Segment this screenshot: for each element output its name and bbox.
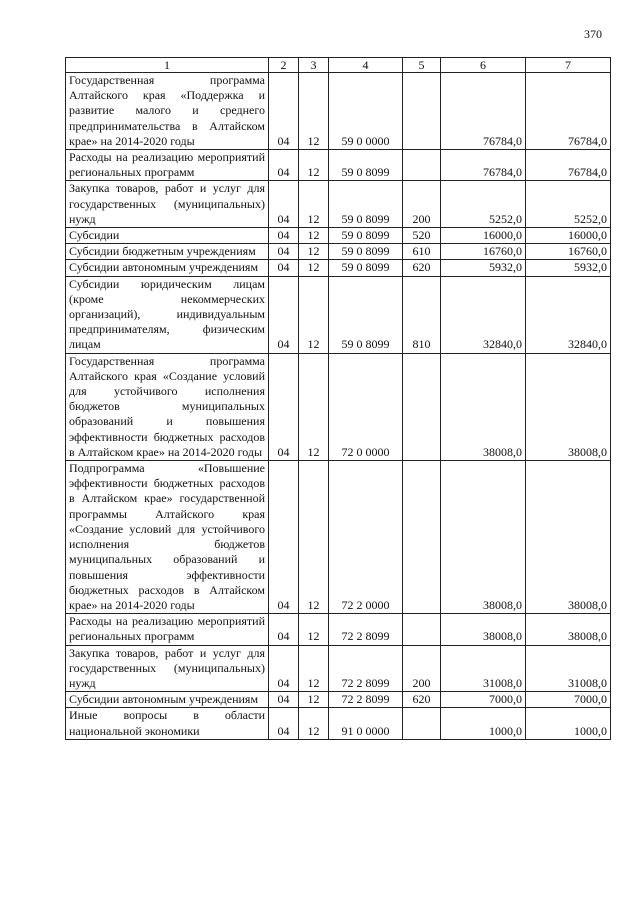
amount-2016: 76784,0 (526, 150, 611, 181)
target-article-code: 72 2 8099 (329, 645, 403, 692)
section-code: 04 (269, 73, 299, 150)
budget-table (65, 57, 611, 740)
section-code: 04 (269, 461, 299, 614)
expense-type-code: 810 (403, 276, 441, 353)
column-header: 6 (441, 58, 526, 73)
amount-2015: 31008,0 (441, 645, 526, 692)
table-row (66, 645, 611, 692)
table-row (66, 353, 611, 460)
expense-type-code (403, 150, 441, 181)
target-article-code: 59 0 8099 (329, 276, 403, 353)
section-code: 04 (269, 260, 299, 276)
expense-type-code: 200 (403, 181, 441, 228)
item-name: Государственная программа Алтайского края «Создание условий для устойчивого исполнения бюджетов муниципальных образований и повышения эффективности бюджетных расходов в Алтайском крае» на 2014-2020 годы (66, 353, 269, 460)
item-name: Субсидии бюджетным учреждениям (66, 244, 269, 260)
section-code: 04 (269, 353, 299, 460)
table-row (66, 181, 611, 228)
section-code: 04 (269, 692, 299, 708)
table-row (66, 692, 611, 708)
subsection-code: 12 (299, 708, 329, 739)
amount-2016: 5932,0 (526, 260, 611, 276)
section-code: 04 (269, 244, 299, 260)
column-header: 2 (269, 58, 299, 73)
table-row (66, 614, 611, 645)
target-article-code: 59 0 8099 (329, 228, 403, 244)
subsection-code: 12 (299, 260, 329, 276)
table-row (66, 228, 611, 244)
subsection-code: 12 (299, 150, 329, 181)
subsection-code: 12 (299, 614, 329, 645)
amount-2016: 5252,0 (526, 181, 611, 228)
amount-2016: 16760,0 (526, 244, 611, 260)
item-name: Закупка товаров, работ и услуг для государственных (муниципальных) нужд (66, 645, 269, 692)
table-row (66, 244, 611, 260)
table-row (66, 461, 611, 614)
amount-2015: 76784,0 (441, 73, 526, 150)
amount-2015: 5932,0 (441, 260, 526, 276)
expense-type-code: 200 (403, 645, 441, 692)
amount-2015: 76784,0 (441, 150, 526, 181)
subsection-code: 12 (299, 461, 329, 614)
page-number: 370 (584, 27, 602, 41)
expense-type-code: 620 (403, 260, 441, 276)
expense-type-code: 620 (403, 692, 441, 708)
item-name: Расходы на реализацию мероприятий региональных программ (66, 150, 269, 181)
target-article-code: 59 0 0000 (329, 73, 403, 150)
section-code: 04 (269, 150, 299, 181)
subsection-code: 12 (299, 244, 329, 260)
column-header: 3 (299, 58, 329, 73)
column-header: 5 (403, 58, 441, 73)
table-row (66, 260, 611, 276)
target-article-code: 72 2 8099 (329, 614, 403, 645)
section-code: 04 (269, 181, 299, 228)
amount-2016: 32840,0 (526, 276, 611, 353)
section-code: 04 (269, 645, 299, 692)
subsection-code: 12 (299, 276, 329, 353)
subsection-code: 12 (299, 692, 329, 708)
amount-2016: 7000,0 (526, 692, 611, 708)
amount-2015: 7000,0 (441, 692, 526, 708)
amount-2015: 16760,0 (441, 244, 526, 260)
target-article-code: 59 0 8099 (329, 260, 403, 276)
amount-2016: 38008,0 (526, 353, 611, 460)
amount-2016: 16000,0 (526, 228, 611, 244)
subsection-code: 12 (299, 645, 329, 692)
item-name: Иные вопросы в области национальной экономики (66, 708, 269, 739)
amount-2015: 38008,0 (441, 461, 526, 614)
expense-type-code (403, 73, 441, 150)
section-code: 04 (269, 708, 299, 739)
table-row (66, 708, 611, 739)
amount-2016: 38008,0 (526, 461, 611, 614)
amount-2015: 1000,0 (441, 708, 526, 739)
item-name: Закупка товаров, работ и услуг для государственных (муниципальных) нужд (66, 181, 269, 228)
expense-type-code: 520 (403, 228, 441, 244)
table-row (66, 150, 611, 181)
column-header: 1 (66, 58, 269, 73)
amount-2016: 38008,0 (526, 614, 611, 645)
item-name: Субсидии юридическим лицам (кроме некоммерческих организаций), индивидуальным предпринимателям, физическим лицам (66, 276, 269, 353)
subsection-code: 12 (299, 228, 329, 244)
expense-type-code (403, 708, 441, 739)
target-article-code: 59 0 8099 (329, 244, 403, 260)
amount-2016: 1000,0 (526, 708, 611, 739)
item-name: Субсидии автономным учреждениям (66, 692, 269, 708)
column-header: 4 (329, 58, 403, 73)
item-name: Субсидии (66, 228, 269, 244)
target-article-code: 59 0 8099 (329, 181, 403, 228)
section-code: 04 (269, 276, 299, 353)
section-code: 04 (269, 228, 299, 244)
amount-2015: 38008,0 (441, 353, 526, 460)
amount-2015: 38008,0 (441, 614, 526, 645)
expense-type-code (403, 614, 441, 645)
target-article-code: 59 0 8099 (329, 150, 403, 181)
amount-2015: 32840,0 (441, 276, 526, 353)
table-row (66, 73, 611, 150)
expense-type-code (403, 461, 441, 614)
amount-2016: 76784,0 (526, 73, 611, 150)
subsection-code: 12 (299, 181, 329, 228)
item-name: Подпрограмма «Повышение эффективности бюджетных расходов в Алтайском крае» государственной программы Алтайского края «Создание условий для устойчивого исполнения бюджетов муниципальных образований и повышения эффективности бюджетных расходов в Алтайском крае» на 2014-2020 годы (66, 461, 269, 614)
item-name: Расходы на реализацию мероприятий региональных программ (66, 614, 269, 645)
target-article-code: 72 2 8099 (329, 692, 403, 708)
subsection-code: 12 (299, 73, 329, 150)
table-body (66, 73, 611, 740)
table-header-row (66, 58, 611, 73)
amount-2015: 16000,0 (441, 228, 526, 244)
section-code: 04 (269, 614, 299, 645)
table-row (66, 276, 611, 353)
target-article-code: 72 0 0000 (329, 353, 403, 460)
target-article-code: 91 0 0000 (329, 708, 403, 739)
expense-type-code: 610 (403, 244, 441, 260)
expense-type-code (403, 353, 441, 460)
column-header: 7 (526, 58, 611, 73)
item-name: Государственная программа Алтайского края «Поддержка и развитие малого и среднего предпринимательства в Алтайском крае» на 2014-2020 годы (66, 73, 269, 150)
amount-2016: 31008,0 (526, 645, 611, 692)
amount-2015: 5252,0 (441, 181, 526, 228)
target-article-code: 72 2 0000 (329, 461, 403, 614)
item-name: Субсидии автономным учреждениям (66, 260, 269, 276)
subsection-code: 12 (299, 353, 329, 460)
